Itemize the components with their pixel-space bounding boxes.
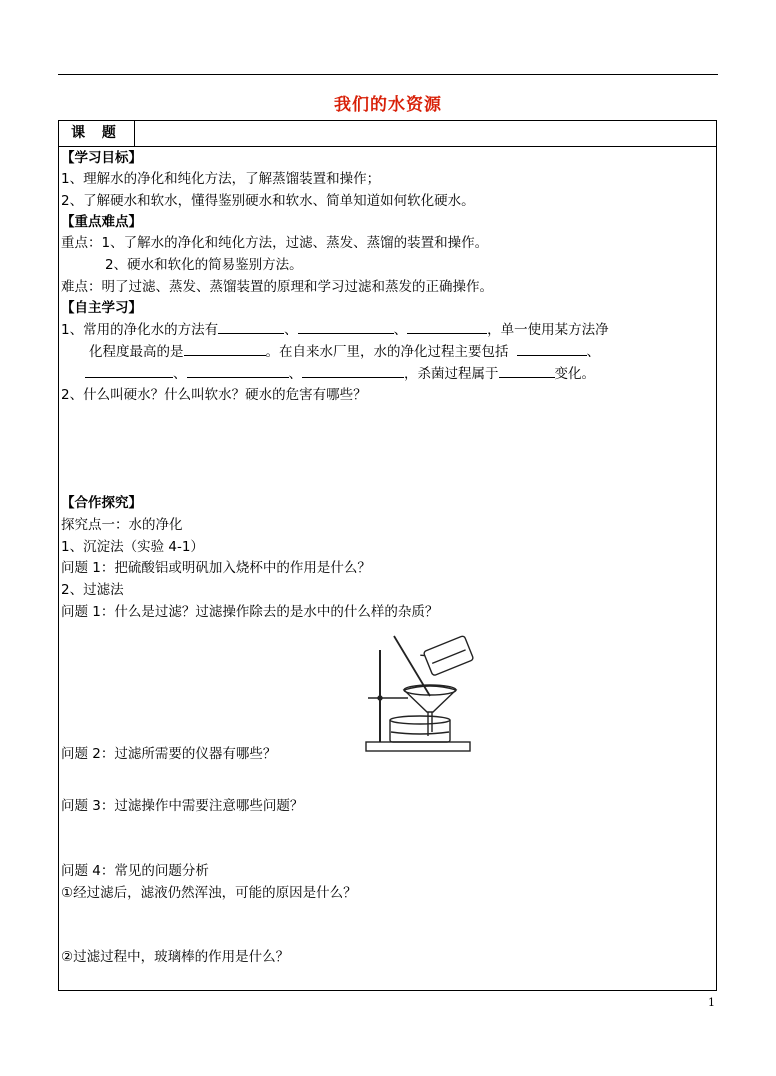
topic-row: [59, 121, 716, 147]
blank-method-3[interactable]: [407, 319, 487, 334]
question-filter-4a: ①经过滤后，滤液仍然浑浊，可能的原因是什么？: [61, 885, 357, 901]
self-study-q1-line1: 1、常用的净化水的方法有 、 、 ，单一使用某方法净: [61, 319, 609, 340]
question-filter-2: 问题 2：过滤所需要的仪器有哪些？: [61, 746, 277, 762]
self-q1-text-d: 。在自来水厂里，水的净化过程主要包括: [265, 344, 509, 360]
page-number: 1: [708, 996, 715, 1009]
self-q1-text-c: 化程度最高的是: [89, 344, 184, 360]
blank-process-2[interactable]: [85, 363, 173, 378]
blank-process-4[interactable]: [302, 363, 404, 378]
self-q1-text-f: 变化。: [554, 366, 595, 382]
header-rule: [58, 74, 718, 75]
blank-method-2[interactable]: [298, 319, 394, 334]
goal-2: 2、了解硬水和软水，懂得鉴别硬水和软水、简单知道如何软化硬水。: [61, 193, 475, 209]
topic-label: 课 题: [59, 121, 135, 146]
filtration-apparatus-illustration: [360, 632, 480, 758]
blank-process-1[interactable]: [517, 341, 587, 356]
question-filter-3: 问题 3：过滤操作中需要注意哪些问题？: [61, 798, 304, 814]
self-q1-text-b: ，单一使用某方法净: [487, 322, 609, 338]
stand-base: [366, 742, 470, 751]
blank-change-type[interactable]: [499, 363, 555, 378]
funnel: [404, 686, 456, 712]
self-q1-text-e: ，杀菌过程属于: [404, 366, 499, 382]
explore-point-1: 探究点一：水的净化: [61, 517, 183, 533]
key-point-1: 重点：1、了解水的净化和纯化方法，过滤、蒸发、蒸馏的装置和操作。: [61, 235, 489, 251]
difficulty: 难点：明了过滤、蒸发、蒸馏装置的原理和学习过滤和蒸发的正确操作。: [61, 279, 493, 295]
blank-method-1[interactable]: [218, 319, 284, 334]
method-filtration: 2、过滤法: [61, 582, 124, 598]
self-q1-text-a: 1、常用的净化水的方法有: [61, 322, 219, 338]
blank-process-3[interactable]: [187, 363, 289, 378]
page-title: 我们的水资源: [334, 95, 442, 115]
blank-best-method[interactable]: [184, 341, 266, 356]
self-study-q2: 2、什么叫硬水？什么叫软水？硬水的危害有哪些？: [61, 387, 367, 403]
question-filter-1: 问题 1：什么是过滤？过滤操作除去的是水中的什么样的杂质？: [61, 604, 439, 620]
method-sedimentation: 1、沉淀法（实验 4-1）: [61, 539, 204, 555]
worksheet-table: [58, 120, 717, 991]
question-filter-4b: ②过滤过程中，玻璃棒的作用是什么？: [61, 949, 290, 965]
question-filter-4: 问题 4：常见的问题分析: [61, 863, 209, 879]
pouring-beaker: [420, 635, 474, 677]
key-header: 【重点难点】: [61, 214, 142, 230]
goal-1: 1、理解水的净化和纯化方法，了解蒸馏装置和操作；: [61, 171, 381, 187]
question-sedimentation: 问题 1：把硫酸铝或明矾加入烧杯中的作用是什么？: [61, 560, 371, 576]
self-study-q1-line3: 、 、 ，杀菌过程属于 变化。: [85, 363, 595, 384]
cooperation-header: 【合作探究】: [61, 495, 142, 511]
self-study-q1-line2: 化程度最高的是 。在自来水厂里，水的净化过程主要包括 、: [89, 341, 600, 362]
goals-header: 【学习目标】: [61, 150, 142, 166]
key-point-2: 2、硬水和软化的简易鉴别方法。: [105, 257, 303, 273]
self-study-header: 【自主学习】: [61, 300, 142, 316]
